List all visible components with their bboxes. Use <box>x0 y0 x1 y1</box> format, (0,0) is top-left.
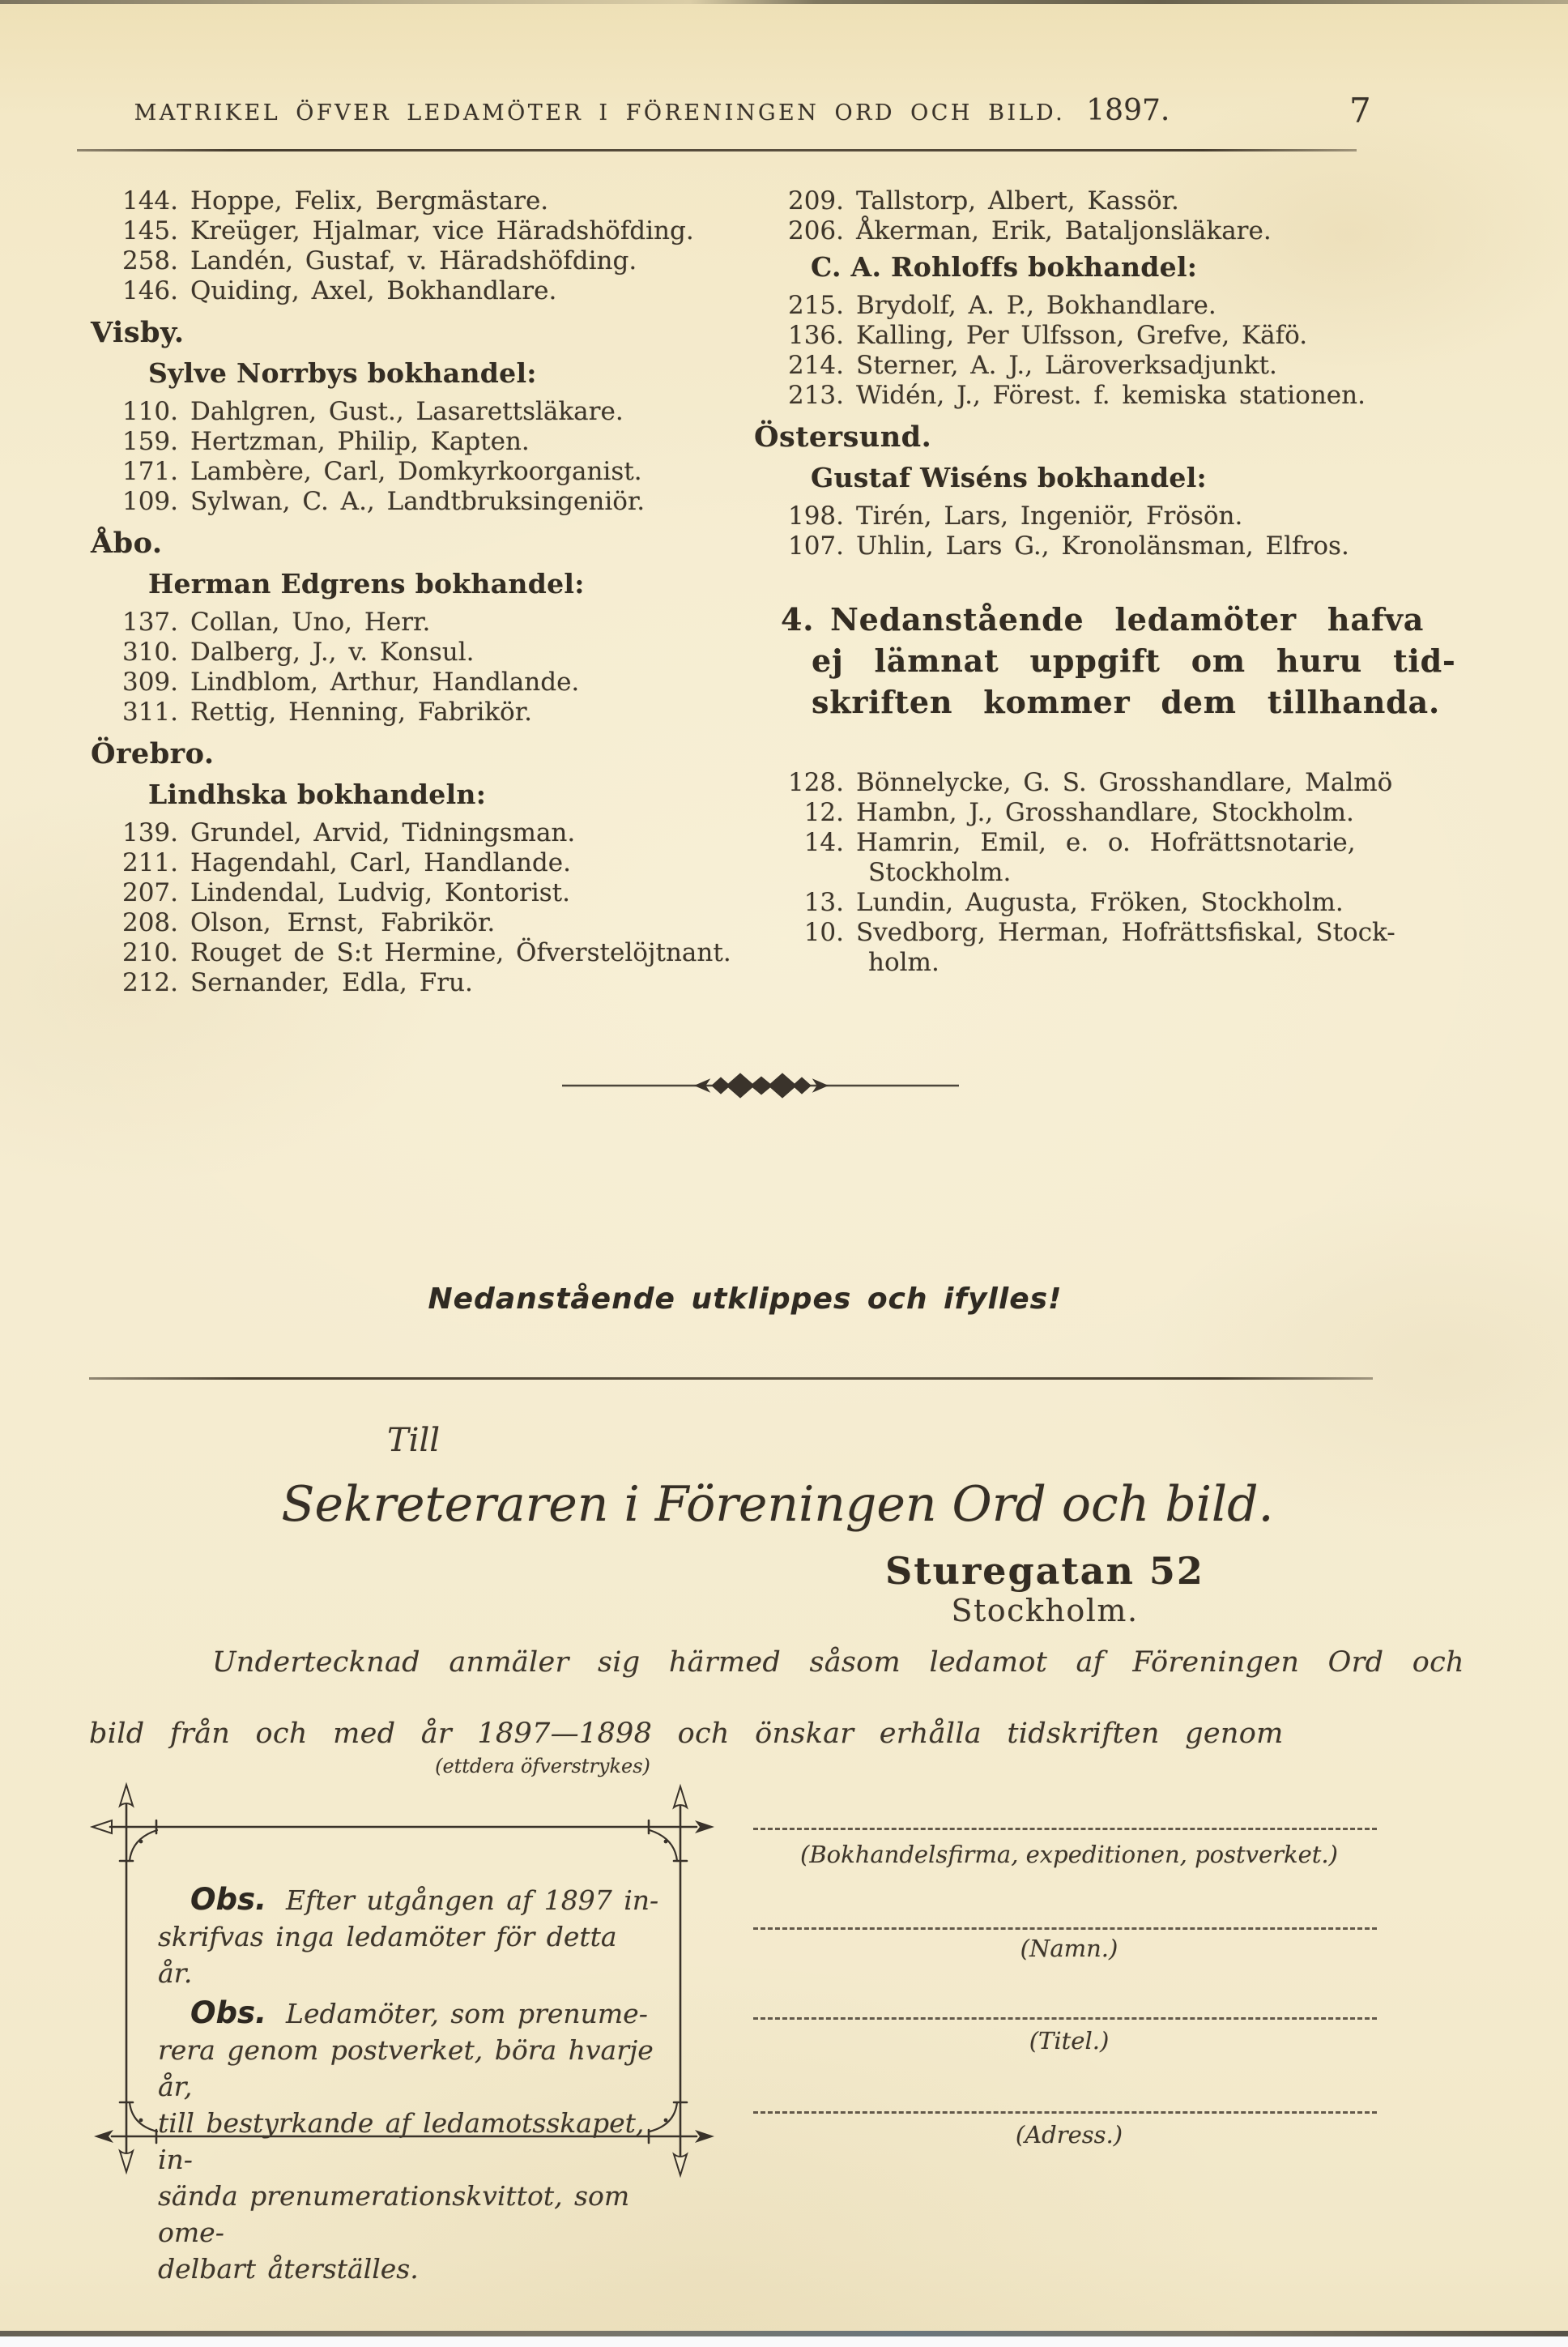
obs-text: Ledamöter, som prenume- <box>286 1998 648 2029</box>
header-title: MATRIKEL ÖFVER LEDAMÖTER I FÖRENINGEN ORD OCH BILD. <box>134 100 1066 126</box>
fill-line-name <box>753 1927 1377 1930</box>
member-text: Lundin, Augusta, Fröken, Stockholm. <box>856 888 1344 917</box>
member-row <box>91 608 747 638</box>
member-row <box>769 798 1482 828</box>
member-row <box>91 276 747 306</box>
member-number: 14. <box>803 828 844 857</box>
member-number: 198. <box>787 501 844 531</box>
member-number: 159. <box>121 427 178 456</box>
obs-paragraph-line <box>158 1918 660 1991</box>
member-number: 128. <box>787 768 844 797</box>
obs-label: Obs. <box>190 1882 267 1917</box>
bookshop-heading: Sylve Norrbys bokhandel: <box>148 357 537 389</box>
bookshop-heading: Herman Edgrens bokhandel: <box>148 568 585 600</box>
cutout-instruction: Nedanstående utklippes och ifylles! <box>428 1282 1063 1316</box>
fill-label-name: (Namn.) <box>1020 1935 1118 1962</box>
obs-paragraph-line <box>158 2178 660 2251</box>
obs-box <box>158 1876 660 2287</box>
member-row <box>769 291 1482 321</box>
obs-text: sända prenumerationskvittot, som ome- <box>158 2180 630 2248</box>
fill-line-address <box>753 2111 1377 2114</box>
member-text: Sterner, A. J., Läroverksadjunkt. <box>856 351 1277 380</box>
member-number: 145. <box>121 216 178 245</box>
obs-paragraph-line <box>158 1881 660 1918</box>
member-number: 107. <box>787 531 844 561</box>
scan-top-edge <box>0 0 1568 4</box>
member-text: Svedborg, Herman, Hofrättsfiskal, Stock- <box>856 918 1395 947</box>
member-text: Grundel, Arvid, Tidningsman. <box>190 818 576 847</box>
member-text: Rettig, Henning, Fabrikör. <box>190 698 532 727</box>
member-text: Tallstorp, Albert, Kassör. <box>856 186 1179 215</box>
bookshop-heading: C. A. Rohloffs bokhandel: <box>811 251 1198 283</box>
member-row <box>91 487 747 517</box>
member-number: 110. <box>121 397 178 426</box>
strike-note: (ettdera öfverstrykes) <box>435 1755 650 1777</box>
member-text: Dahlgren, Gust., Lasarettsläkare. <box>190 397 624 426</box>
member-number: 109. <box>121 487 178 516</box>
member-text: Rouget de S:t Hermine, Öfverstelöjtnant. <box>190 938 731 967</box>
member-number: 214. <box>787 351 844 380</box>
member-text: Collan, Uno, Herr. <box>190 608 431 637</box>
member-text: Dalberg, J., v. Konsul. <box>190 638 475 667</box>
member-text: Stockholm. <box>868 858 1012 887</box>
member-text: Tirén, Lars, Ingeniör, Frösön. <box>856 501 1243 531</box>
address-street: Sturegatan 52 <box>885 1549 1204 1593</box>
city-heading: Åbo. <box>91 527 163 560</box>
member-text: holm. <box>868 948 940 977</box>
member-text: Sernander, Edla, Fru. <box>190 968 473 997</box>
member-number: 171. <box>121 457 178 486</box>
member-row <box>91 968 747 998</box>
obs-paragraph-line <box>158 2251 660 2287</box>
member-text: Åkerman, Erik, Bataljonsläkare. <box>856 216 1272 245</box>
city-heading: Visby. <box>91 316 185 349</box>
member-number: 12. <box>803 798 844 827</box>
section-4-line: 4. Nedanstående ledamöter hafva <box>781 601 1425 638</box>
member-row <box>91 848 747 878</box>
member-row <box>91 638 747 668</box>
obs-text: delbart återställes. <box>158 2253 419 2285</box>
member-text: Hagendahl, Carl, Handlande. <box>190 848 571 877</box>
member-number: 212. <box>121 968 178 997</box>
member-text: Quiding, Axel, Bokhandlare. <box>190 276 557 305</box>
member-row <box>91 427 747 457</box>
member-row <box>91 246 747 276</box>
member-number: 139. <box>121 818 178 847</box>
member-row <box>91 668 747 698</box>
member-text: Landén, Gustaf, v. Häradshöfding. <box>190 246 637 275</box>
member-row <box>769 186 1482 216</box>
member-text: Lindendal, Ludvig, Kontorist. <box>190 878 570 907</box>
member-text: Kreüger, Hjalmar, vice Häradshöfding. <box>190 216 694 245</box>
member-text: Sylwan, C. A., Landtbruksingeniör. <box>190 487 646 516</box>
member-row <box>91 878 747 908</box>
address-city: Stockholm. <box>951 1593 1139 1628</box>
scan-bottom-margin <box>0 2336 1568 2347</box>
member-row <box>769 948 1482 978</box>
member-row <box>769 381 1482 411</box>
member-row <box>769 918 1482 948</box>
member-row <box>91 908 747 938</box>
city-heading: Östersund. <box>754 420 932 454</box>
member-text: Uhlin, Lars G., Kronolänsman, Elfros. <box>856 531 1349 561</box>
member-number: 146. <box>121 276 178 305</box>
header-year: 1897. <box>1086 94 1170 127</box>
obs-text: rera genom postverket, böra hvarje år, <box>158 2034 654 2102</box>
member-number: 13. <box>803 888 844 917</box>
member-row <box>769 531 1482 561</box>
declaration-line-2: bild från och med år 1897—1898 och önskar erhålla tidskriften genom <box>89 1718 1284 1750</box>
member-row <box>91 186 747 216</box>
member-text: Bönnelycke, G. S. Grosshandlare, Malmö <box>856 768 1393 797</box>
member-number: 215. <box>787 291 844 320</box>
member-row <box>91 216 747 246</box>
declaration-line-1: Undertecknad anmäler sig härmed såsom ledamot af Föreningen Ord och <box>212 1646 1464 1679</box>
member-row <box>91 818 747 848</box>
section-4-line: ej lämnat uppgift om huru tid- <box>812 642 1456 679</box>
section-4-line: skriften kommer dem tillhanda. <box>812 684 1440 720</box>
member-text: Hamrin, Emil, e. o. Hofrättsnotarie, <box>856 828 1356 857</box>
obs-paragraph-line <box>158 1995 660 2032</box>
member-list-right <box>754 186 1482 978</box>
member-row <box>91 698 747 728</box>
member-text: Widén, J., Förest. f. kemiska stationen. <box>856 381 1366 410</box>
member-number: 207. <box>121 878 178 907</box>
member-number: 310. <box>121 638 178 667</box>
obs-paragraph-line <box>158 2032 660 2105</box>
member-row <box>769 321 1482 351</box>
member-number: 137. <box>121 608 178 637</box>
member-row <box>91 457 747 487</box>
city-heading: Örebro. <box>91 737 215 770</box>
member-row <box>769 888 1482 918</box>
obs-label: Obs. <box>190 1995 267 2030</box>
member-number: 211. <box>121 848 178 877</box>
obs-paragraph-line <box>158 2105 660 2178</box>
member-row <box>769 858 1482 888</box>
addressee-line: Sekreteraren i Föreningen Ord och bild. <box>281 1476 1274 1533</box>
fill-line-title <box>753 2017 1377 2020</box>
section-4-heading <box>769 599 1482 723</box>
scan-bottom-edge <box>0 2331 1568 2336</box>
member-number: 213. <box>787 381 844 410</box>
member-number: 144. <box>121 186 178 215</box>
member-row <box>769 501 1482 531</box>
member-number: 136. <box>787 321 844 350</box>
bookshop-heading: Lindhska bokhandeln: <box>148 779 487 810</box>
form-divider-rule <box>89 1377 1373 1380</box>
member-number: 309. <box>121 668 178 697</box>
member-number: 311. <box>121 698 178 727</box>
member-text: Lambère, Carl, Domkyrkoorganist. <box>190 457 642 486</box>
member-number: 208. <box>121 908 178 937</box>
member-number: 206. <box>787 216 844 245</box>
fill-label-bookshop: (Bokhandelsfirma, expeditionen, postverket.) <box>800 1841 1338 1868</box>
fill-line-bookshop <box>753 1828 1377 1830</box>
header-rule <box>77 149 1357 151</box>
page-header <box>77 94 1227 127</box>
member-text: Lindblom, Arthur, Handlande. <box>190 668 580 697</box>
member-text: Hertzman, Philip, Kapten. <box>190 427 530 456</box>
obs-text: skrifvas inga ledamöter för detta år. <box>158 1921 617 1989</box>
bookshop-heading: Gustaf Wiséns bokhandel: <box>811 462 1208 493</box>
member-row <box>769 216 1482 246</box>
member-list-left <box>91 186 747 998</box>
member-text: Hambn, J., Grosshandlare, Stockholm. <box>856 798 1354 827</box>
member-row <box>91 397 747 427</box>
obs-text: till bestyrkande af ledamotsskapet, in- <box>158 2107 645 2175</box>
member-row <box>91 938 747 968</box>
member-text: Hoppe, Felix, Bergmästare. <box>190 186 549 215</box>
page-number: 7 <box>1349 91 1371 130</box>
obs-text: Efter utgången af 1897 in- <box>286 1884 659 1916</box>
member-row <box>769 351 1482 381</box>
member-text: Olson, Ernst, Fabrikör. <box>190 908 496 937</box>
member-number: 10. <box>803 918 844 947</box>
member-text: Brydolf, A. P., Bokhandlare. <box>856 291 1216 320</box>
member-number: 209. <box>787 186 844 215</box>
fill-label-address: (Adress.) <box>1015 2121 1123 2149</box>
member-text: Kalling, Per Ulfsson, Grefve, Käfö. <box>856 321 1308 350</box>
fill-label-title: (Titel.) <box>1029 2027 1110 2055</box>
member-number: 210. <box>121 938 178 967</box>
member-number: 258. <box>121 246 178 275</box>
salutation: Till <box>387 1422 441 1459</box>
member-row <box>769 828 1482 858</box>
ornamental-divider-icon <box>557 1066 964 1105</box>
member-row <box>769 768 1482 798</box>
